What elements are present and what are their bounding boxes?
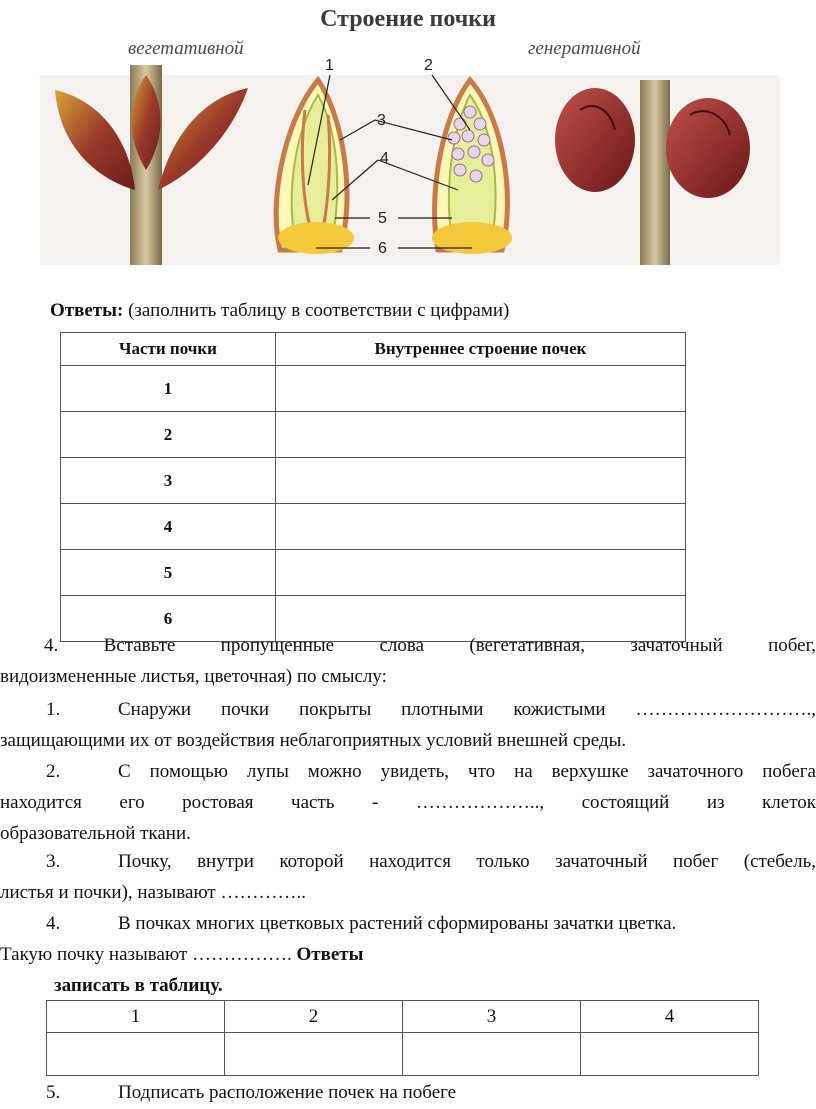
item1-line2: защищающими их от воздействия неблагоприятных условий внешней среды. <box>0 730 627 751</box>
answer-table <box>46 1000 759 1076</box>
answer-col-3: 3 <box>403 1001 581 1033</box>
row-number: 6 <box>61 596 276 642</box>
header-structure: Внутреннее строение почек <box>276 333 686 366</box>
answer-cell-2[interactable] <box>225 1033 403 1076</box>
item3-number: 3. <box>46 851 61 872</box>
item4-line2-text: Такую почку называют ……………. <box>0 944 292 965</box>
answers-title: Ответы: <box>50 300 124 321</box>
item1-line1: Снаружи почки покрыты плотными кожистыми ………………………., <box>118 699 816 720</box>
table-row <box>61 504 686 550</box>
answer-table-row <box>47 1033 759 1076</box>
table-row <box>61 412 686 458</box>
header-parts: Части почки <box>61 333 276 366</box>
table-header-row <box>61 333 686 366</box>
row-number: 1 <box>61 366 276 412</box>
item2-line3: образовательной ткани. <box>0 823 191 844</box>
part-number-6: 6 <box>378 240 387 257</box>
item2-number: 2. <box>46 761 61 782</box>
bud-structure-illustration <box>40 0 780 275</box>
item3-line2: листья и почки), называют ………….. <box>0 882 306 903</box>
row-number: 5 <box>61 550 276 596</box>
table-row <box>61 550 686 596</box>
part-number-3: 3 <box>377 112 386 129</box>
row-number: 4 <box>61 504 276 550</box>
row-number: 3 <box>61 458 276 504</box>
item2-line1: С помощью лупы можно увидеть, что на верхушке зачаточного побега <box>118 761 816 782</box>
label-vegetative: вегетативной <box>128 38 244 59</box>
answer-col-4: 4 <box>581 1001 759 1033</box>
label-generative: генеративной <box>528 38 641 59</box>
answer-cell[interactable] <box>276 458 686 504</box>
answer-cell[interactable] <box>276 412 686 458</box>
answers-instruction <box>50 300 509 322</box>
answers-note: (заполнить таблицу в соответствии с цифрами) <box>128 300 510 321</box>
bud-parts-table <box>60 332 686 642</box>
row-number: 2 <box>61 412 276 458</box>
item4-line1: В почках многих цветковых растений сформированы зачатки цветка. <box>118 913 677 934</box>
item2-line2: находится его ростовая часть - ……………….., состоящий из клеток <box>0 792 816 813</box>
item4-answers-bold: Ответы <box>296 944 364 965</box>
item3-line1: Почку, внутри которой находится только зачаточный побег (стебель, <box>118 851 816 872</box>
answer-cell[interactable] <box>276 366 686 412</box>
generative-bud-left <box>555 88 635 192</box>
item4-line2 <box>0 939 816 970</box>
task5-number: 5. <box>46 1082 61 1103</box>
part-number-5: 5 <box>378 210 387 227</box>
table-row <box>61 458 686 504</box>
task4-intro-line1: 4. Вставьте пропущенные слова (вегетативная, зачаточный побег, <box>44 635 816 656</box>
answer-cell[interactable] <box>276 550 686 596</box>
task4-intro-line2: видоизмененные листья, цветочная) по смыслу: <box>0 666 387 687</box>
answer-cell[interactable] <box>276 504 686 550</box>
answer-table-header <box>47 1001 759 1033</box>
part-number-4: 4 <box>380 150 389 167</box>
answer-cell-3[interactable] <box>403 1033 581 1076</box>
generative-bud-right <box>666 98 750 198</box>
table-row <box>61 366 686 412</box>
figure-title: Строение почки <box>320 6 496 32</box>
item4-line3: записать в таблицу. <box>54 975 223 996</box>
item4-number: 4. <box>46 913 61 934</box>
generative-stem <box>640 80 670 265</box>
answer-col-1: 1 <box>47 1001 225 1033</box>
item1-number: 1. <box>46 699 61 720</box>
part-number-1: 1 <box>325 57 334 74</box>
answer-cell-4[interactable] <box>581 1033 759 1076</box>
task5-text: Подписать расположение почек на побеге <box>118 1082 457 1103</box>
answer-cell-1[interactable] <box>47 1033 225 1076</box>
part-number-2: 2 <box>424 57 433 74</box>
answer-col-2: 2 <box>225 1001 403 1033</box>
